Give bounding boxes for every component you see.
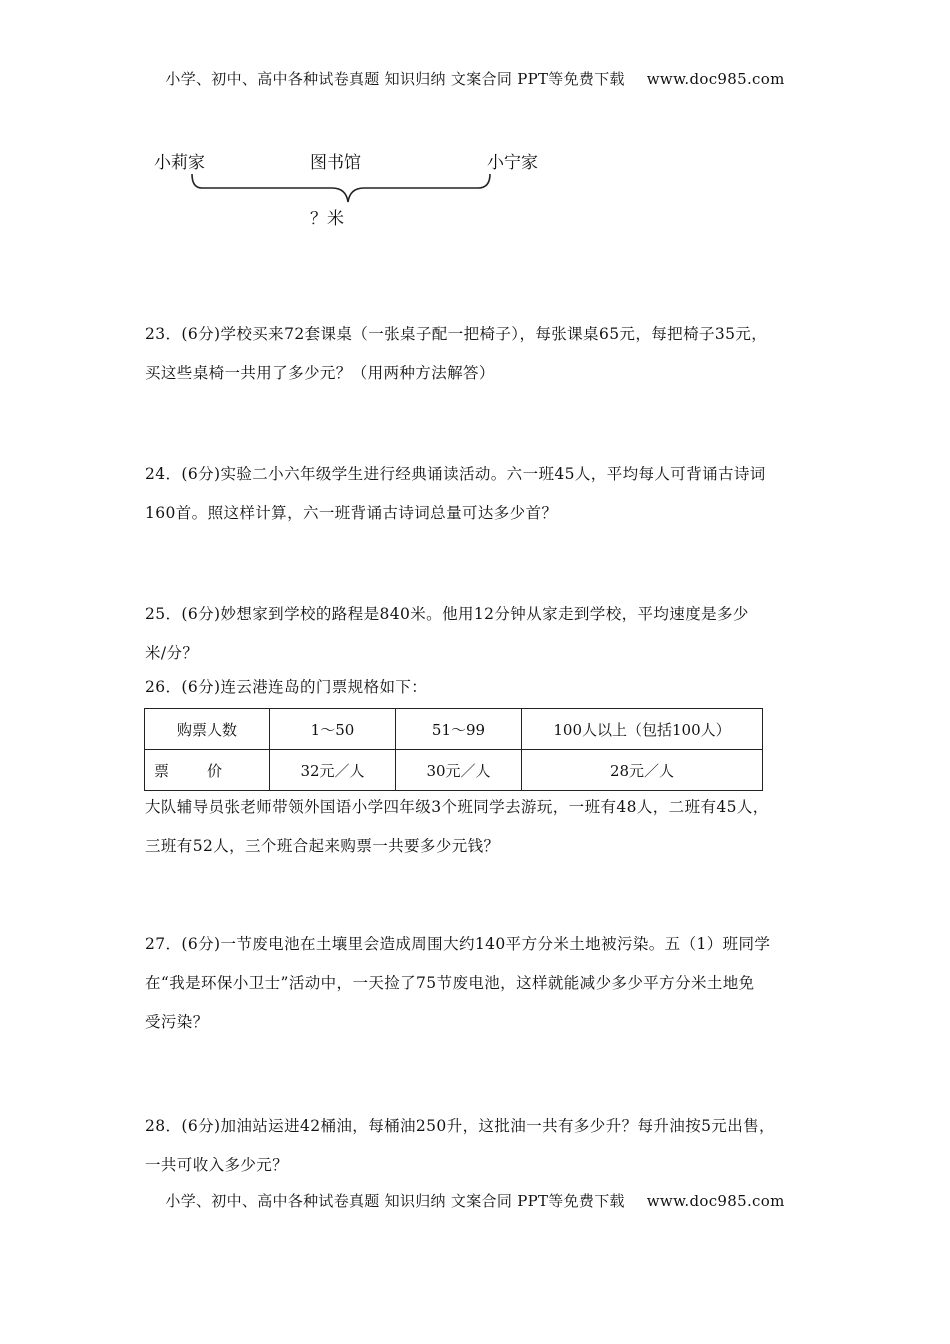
distance-diagram	[140, 140, 560, 240]
q28-line1: 28．(6分)加油站运进42桶油，每桶油250升，这批油一共有多少升？每升油按5元出售，	[145, 1117, 775, 1135]
page-header	[0, 68, 950, 89]
footer-text: 小学、初中、高中各种试卷真题 知识归纳 文案合同 PPT等免费下载	[165, 1192, 625, 1210]
ticket-price-table	[144, 708, 763, 791]
table-row	[145, 709, 763, 750]
diagram-left-label: 小莉家	[154, 153, 205, 173]
header-url[interactable]: www.doc985.com	[646, 70, 785, 88]
page-footer	[0, 1190, 950, 1211]
table-cell: 28元／人	[522, 750, 763, 791]
table-cell: 51～99	[396, 709, 522, 750]
q27-line2: 在“我是环保小卫士”活动中，一天捡了75节废电池，这样就能减少多少平方分米土地免	[145, 974, 755, 992]
question-23	[145, 315, 810, 393]
q28-line2: 一共可收入多少元？	[145, 1156, 289, 1174]
table-cell: 购票人数	[145, 709, 270, 750]
table-cell: 100人以上（包括100人）	[522, 709, 763, 750]
q23-line1: 23．(6分)学校买来72套课桌（一张桌子配一把椅子），每张课桌65元，每把椅子35元，	[145, 325, 768, 343]
table-row	[145, 750, 763, 791]
q26-line1: 26．(6分)连云港连岛的门票规格如下：	[145, 678, 428, 696]
q24-line1: 24．(6分)实验二小六年级学生进行经典诵读活动。六一班45人，平均每人可背诵古诗词	[145, 465, 766, 483]
diagram-middle-label: 图书馆	[310, 153, 361, 173]
q23-line2: 买这些桌椅一共用了多少元？（用两种方法解答）	[145, 364, 495, 382]
diagram-right-label: 小宁家	[487, 153, 538, 173]
table-cell: 1～50	[270, 709, 396, 750]
question-26-continued	[145, 788, 810, 866]
question-27	[145, 925, 810, 1042]
table-cell: 30元／人	[396, 750, 522, 791]
diagram-bottom-label: ？米	[310, 209, 344, 229]
question-26	[145, 668, 810, 707]
question-24	[145, 455, 810, 533]
header-text: 小学、初中、高中各种试卷真题 知识归纳 文案合同 PPT等免费下载	[165, 70, 625, 88]
q26-after2: 三班有52人，三个班合起来购票一共要多少元钱？	[145, 837, 500, 855]
q25-line2: 米/分？	[145, 644, 199, 662]
table-cell: 票价	[145, 750, 270, 791]
q27-line3: 受污染？	[145, 1013, 209, 1031]
table-cell: 32元／人	[270, 750, 396, 791]
question-25	[145, 595, 810, 673]
q26-after1: 大队辅导员张老师带领外国语小学四年级3个班同学去游玩，一班有48人，二班有45人，	[145, 798, 769, 816]
q25-line1: 25．(6分)妙想家到学校的路程是840米。他用12分钟从家走到学校，平均速度是多少	[145, 605, 749, 623]
q24-line2: 160首。照这样计算，六一班背诵古诗词总量可达多少首？	[145, 504, 558, 522]
curly-brace	[140, 168, 560, 238]
question-28	[145, 1107, 810, 1185]
q27-line1: 27．(6分)一节废电池在土壤里会造成周围大约140平方分米土地被污染。五（1）班同学	[145, 935, 771, 953]
footer-url[interactable]: www.doc985.com	[646, 1192, 785, 1210]
